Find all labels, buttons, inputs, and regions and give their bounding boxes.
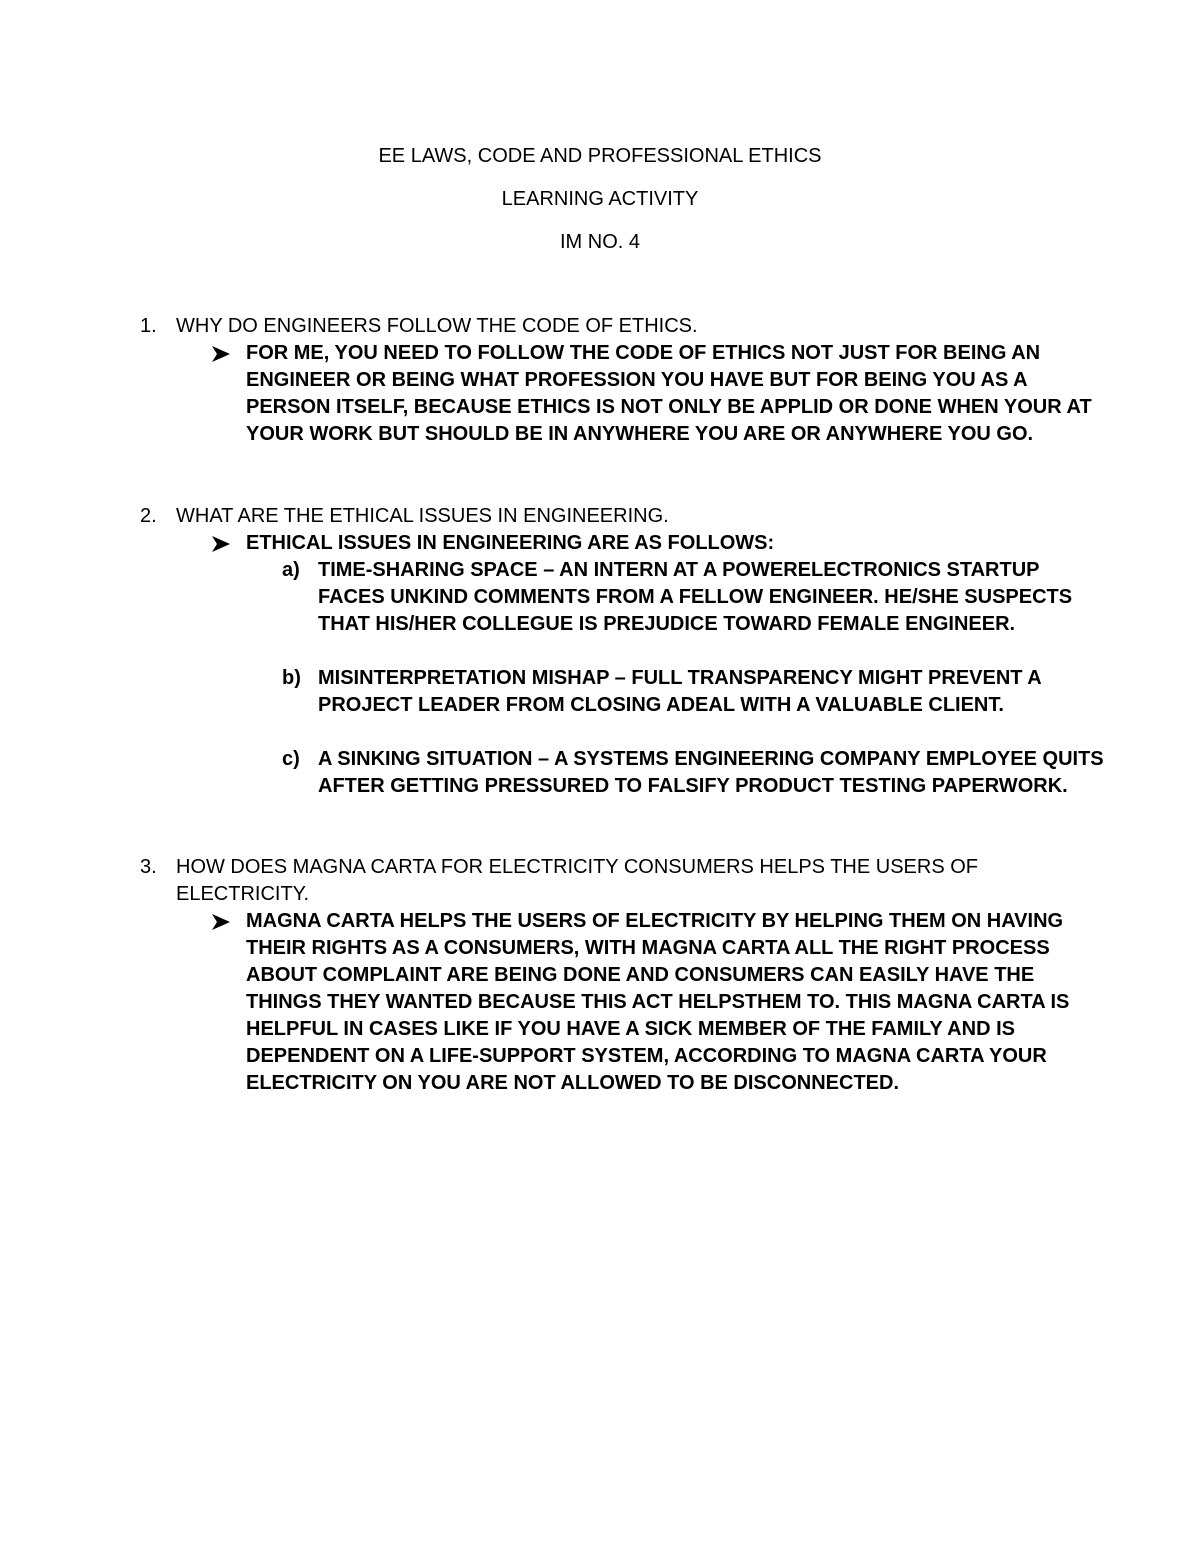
question-text: HOW DOES MAGNA CARTA FOR ELECTRICITY CONSUMERS HELPS THE USERS OF ELECTRICITY.	[176, 856, 978, 905]
arrowhead-bullet-icon	[210, 530, 234, 557]
document-subtitle: LEARNING ACTIVITY	[501, 188, 699, 210]
answer-text: ETHICAL ISSUES IN ENGINEERING ARE AS FOLLOWS:	[246, 532, 775, 554]
answer-text: MAGNA CARTA HELPS THE USERS OF ELECTRICITY BY HELPING THEM ON HAVING THEIR RIGHTS AS A CONSUMERS, WITH MAGNA CARTA ALL THE RIGHT PROCESS ABOUT COMPLAINT ARE BEING DONE AND CONSUMERS CAN EASILY HAVE THE THINGS THEY WANTED BECAUSE THIS ACT HELPSTHEM TO. THIS MAGNA CARTA IS HELPFUL IN CASES LIKE IF YOU HAVE A SICK MEMBER OF THE FAMILY AND IS DEPENDENT ON A LIFE-SUPPORT SYSTEM, ACCORDING TO MAGNA CARTA YOUR ELECTRICITY ON YOU ARE NOT ALLOWED TO BE DISCONNECTED.	[246, 910, 1070, 1094]
question-number: 2.	[140, 505, 157, 527]
list-item-text: A SINKING SITUATION – A SYSTEMS ENGINEERING COMPANY EMPLOYEE QUITS AFTER GETTING PRESSURED TO FALSIFY PRODUCT TESTING PAPERWORK.	[318, 748, 1104, 797]
document-im-number: IM NO. 4	[559, 231, 640, 253]
document-title: EE LAWS, CODE AND PROFESSIONAL ETHICS	[378, 145, 822, 167]
question-number: 3.	[140, 856, 157, 878]
arrowhead-bullet-icon	[210, 340, 234, 367]
question-text: WHAT ARE THE ETHICAL ISSUES IN ENGINEERING.	[176, 505, 669, 527]
list-item-label: c)	[282, 748, 300, 770]
list-item-label: a)	[282, 559, 300, 581]
question-text: WHY DO ENGINEERS FOLLOW THE CODE OF ETHICS.	[176, 315, 698, 337]
answer-text: FOR ME, YOU NEED TO FOLLOW THE CODE OF ETHICS NOT JUST FOR BEING AN ENGINEER OR BEING WHAT PROFESSION YOU HAVE BUT FOR BEING YOU AS A PERSON ITSELF, BECAUSE ETHICS IS NOT ONLY BE APPLID OR DONE WHEN YOUR AT YOUR WORK BUT SHOULD BE IN ANYWHERE YOU ARE OR ANYWHERE YOU GO.	[246, 342, 1092, 445]
list-item-text: MISINTERPRETATION MISHAP – FULL TRANSPARENCY MIGHT PREVENT A PROJECT LEADER FROM CLOSING ADEAL WITH A VALUABLE CLIENT.	[318, 667, 1042, 716]
list-item-label: b)	[282, 667, 301, 689]
question-number: 1.	[140, 315, 157, 337]
list-item-text: TIME-SHARING SPACE – AN INTERN AT A POWERELECTRONICS STARTUP FACES UNKIND COMMENTS FROM A FELLOW ENGINEER. HE/SHE SUSPECTS THAT HIS/HER COLLEGUE IS PREJUDICE TOWARD FEMALE ENGINEER.	[318, 559, 1073, 635]
arrowhead-bullet-icon	[210, 908, 234, 935]
